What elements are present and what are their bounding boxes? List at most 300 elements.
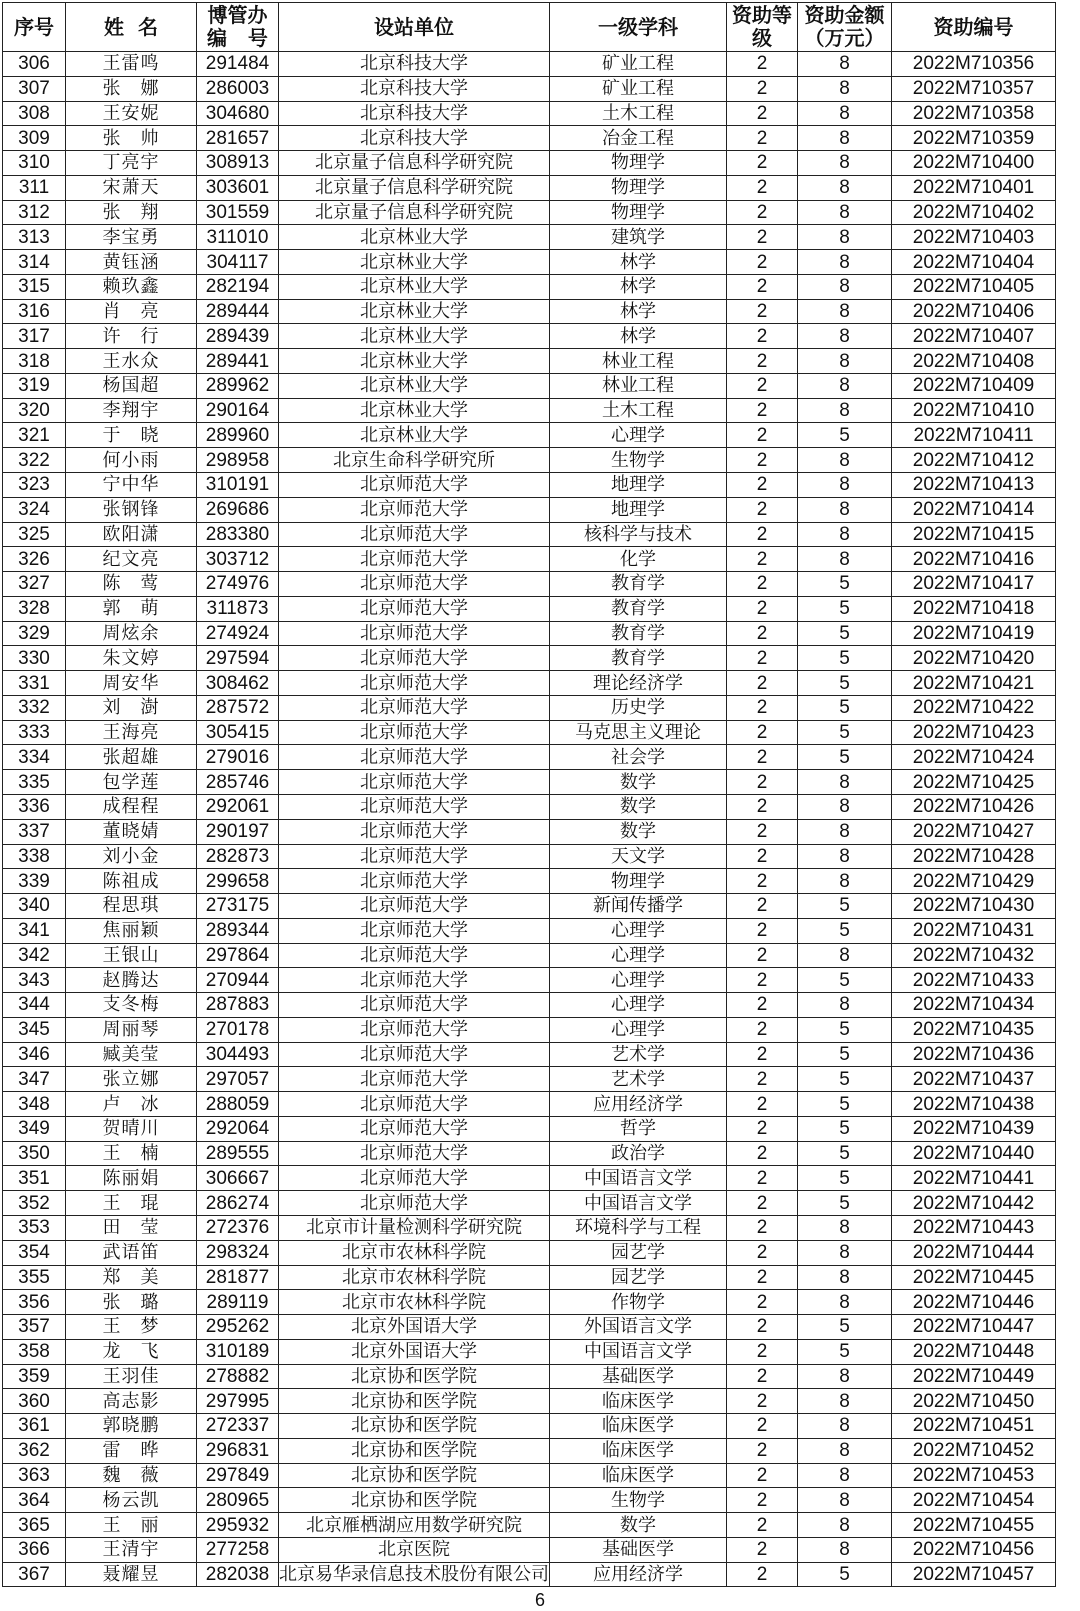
cell-discipline: 地理学 [550,473,727,498]
cell-discipline: 应用经济学 [550,1092,727,1117]
cell-code: 2022M710446 [892,1290,1056,1315]
cell-unit: 北京师范大学 [279,695,550,720]
cell-level: 2 [727,497,798,522]
cell-level: 2 [727,151,798,176]
cell-discipline: 心理学 [550,943,727,968]
cell-code: 2022M710408 [892,349,1056,374]
cell-level: 2 [727,671,798,696]
cell-amount: 8 [798,473,892,498]
cell-amount: 8 [798,547,892,572]
cell-amount: 8 [798,819,892,844]
cell-discipline: 数学 [550,819,727,844]
cell-level: 2 [727,1339,798,1364]
cell-bgb-number: 285746 [197,770,279,795]
table-row [3,770,1056,795]
cell-code: 2022M710431 [892,918,1056,943]
cell-name: 王安妮 [66,101,197,126]
cell-code: 2022M710358 [892,101,1056,126]
cell-bgb-number: 296831 [197,1438,279,1463]
cell-code: 2022M710457 [892,1562,1056,1587]
cell-unit: 北京市农林科学院 [279,1290,550,1315]
cell-amount: 8 [798,1463,892,1488]
cell-bgb-number: 289962 [197,373,279,398]
cell-seq: 349 [3,1116,66,1141]
table-row [3,844,1056,869]
cell-seq: 366 [3,1537,66,1562]
cell-amount: 8 [798,1290,892,1315]
cell-code: 2022M710439 [892,1116,1056,1141]
table-row [3,1017,1056,1042]
cell-level: 2 [727,52,798,77]
cell-level: 2 [727,794,798,819]
cell-amount: 5 [798,1562,892,1587]
cell-code: 2022M710420 [892,646,1056,671]
cell-amount: 5 [798,968,892,993]
cell-seq: 322 [3,448,66,473]
table-row [3,349,1056,374]
cell-level: 2 [727,175,798,200]
table-row [3,869,1056,894]
cell-discipline: 生物学 [550,1488,727,1513]
cell-code: 2022M710442 [892,1191,1056,1216]
header-discipline: 一级学科 [550,3,727,52]
cell-code: 2022M710451 [892,1414,1056,1439]
cell-name: 张 帅 [66,126,197,151]
cell-bgb-number: 306667 [197,1166,279,1191]
cell-bgb-number: 289960 [197,423,279,448]
cell-code: 2022M710403 [892,225,1056,250]
cell-seq: 345 [3,1017,66,1042]
cell-bgb-number: 274976 [197,572,279,597]
cell-discipline: 临床医学 [550,1389,727,1414]
cell-unit: 北京协和医学院 [279,1438,550,1463]
cell-seq: 338 [3,844,66,869]
cell-level: 2 [727,869,798,894]
table-row [3,1067,1056,1092]
table-row [3,745,1056,770]
cell-seq: 337 [3,819,66,844]
table-row [3,1463,1056,1488]
cell-seq: 352 [3,1191,66,1216]
cell-bgb-number: 291484 [197,52,279,77]
cell-bgb-number: 286274 [197,1191,279,1216]
cell-amount: 8 [798,1240,892,1265]
table-row [3,1562,1056,1587]
cell-unit: 北京生命科学研究所 [279,448,550,473]
cell-discipline: 物理学 [550,869,727,894]
cell-unit: 北京师范大学 [279,943,550,968]
cell-code: 2022M710423 [892,720,1056,745]
cell-code: 2022M710435 [892,1017,1056,1042]
cell-seq: 359 [3,1364,66,1389]
cell-unit: 北京协和医学院 [279,1488,550,1513]
cell-discipline: 林学 [550,274,727,299]
cell-amount: 5 [798,572,892,597]
cell-seq: 340 [3,894,66,919]
cell-level: 2 [727,572,798,597]
cell-name: 陈丽娟 [66,1166,197,1191]
cell-seq: 315 [3,274,66,299]
cell-unit: 北京科技大学 [279,101,550,126]
cell-name: 卢 冰 [66,1092,197,1117]
cell-discipline: 心理学 [550,993,727,1018]
cell-bgb-number: 311873 [197,596,279,621]
cell-bgb-number: 305415 [197,720,279,745]
table-row [3,1364,1056,1389]
cell-discipline: 心理学 [550,918,727,943]
table-row [3,894,1056,919]
cell-unit: 北京师范大学 [279,522,550,547]
table-row [3,175,1056,200]
table-row [3,1141,1056,1166]
cell-amount: 5 [798,596,892,621]
cell-seq: 333 [3,720,66,745]
table-row [3,448,1056,473]
cell-level: 2 [727,1290,798,1315]
table-header-row [3,3,1056,52]
cell-level: 2 [727,596,798,621]
table-row [3,1116,1056,1141]
cell-amount: 8 [798,101,892,126]
cell-amount: 8 [798,943,892,968]
cell-bgb-number: 289441 [197,349,279,374]
cell-name: 丁亮宇 [66,151,197,176]
table-row [3,200,1056,225]
cell-discipline: 外国语言文学 [550,1315,727,1340]
cell-unit: 北京师范大学 [279,745,550,770]
cell-amount: 5 [798,1339,892,1364]
cell-amount: 8 [798,1265,892,1290]
cell-bgb-number: 278882 [197,1364,279,1389]
cell-seq: 330 [3,646,66,671]
cell-name: 刘 澍 [66,695,197,720]
cell-seq: 308 [3,101,66,126]
table-row [3,1265,1056,1290]
cell-name: 陈祖成 [66,869,197,894]
cell-bgb-number: 287572 [197,695,279,720]
cell-level: 2 [727,1463,798,1488]
cell-bgb-number: 295932 [197,1513,279,1538]
table-row [3,473,1056,498]
cell-name: 张 娜 [66,76,197,101]
cell-amount: 8 [798,349,892,374]
cell-name: 赵腾达 [66,968,197,993]
cell-unit: 北京师范大学 [279,1017,550,1042]
cell-unit: 北京师范大学 [279,819,550,844]
cell-amount: 8 [798,274,892,299]
cell-seq: 323 [3,473,66,498]
cell-code: 2022M710421 [892,671,1056,696]
cell-name: 田 莹 [66,1215,197,1240]
cell-name: 聂耀昱 [66,1562,197,1587]
cell-bgb-number: 297849 [197,1463,279,1488]
cell-discipline: 政治学 [550,1141,727,1166]
cell-amount: 8 [798,794,892,819]
cell-code: 2022M710433 [892,968,1056,993]
cell-level: 2 [727,993,798,1018]
cell-seq: 316 [3,299,66,324]
cell-name: 周丽琴 [66,1017,197,1042]
table-row [3,1290,1056,1315]
cell-name: 宁中华 [66,473,197,498]
cell-seq: 341 [3,918,66,943]
cell-level: 2 [727,1438,798,1463]
table-row [3,1092,1056,1117]
cell-level: 2 [727,473,798,498]
cell-discipline: 天文学 [550,844,727,869]
cell-discipline: 中国语言文学 [550,1166,727,1191]
table-row [3,918,1056,943]
header-amount [798,3,892,52]
cell-unit: 北京林业大学 [279,398,550,423]
cell-name: 赖玖鑫 [66,274,197,299]
cell-discipline: 核科学与技术 [550,522,727,547]
cell-unit: 北京协和医学院 [279,1414,550,1439]
cell-amount: 8 [798,993,892,1018]
table-row [3,720,1056,745]
cell-seq: 363 [3,1463,66,1488]
cell-amount: 5 [798,745,892,770]
cell-discipline: 临床医学 [550,1414,727,1439]
cell-seq: 307 [3,76,66,101]
cell-name: 杨国超 [66,373,197,398]
cell-unit: 北京林业大学 [279,250,550,275]
cell-name: 陈 莺 [66,572,197,597]
cell-bgb-number: 298324 [197,1240,279,1265]
cell-unit: 北京师范大学 [279,993,550,1018]
cell-discipline: 林业工程 [550,349,727,374]
cell-level: 2 [727,324,798,349]
cell-level: 2 [727,1141,798,1166]
header-amount-line2: （万元） [804,26,885,50]
cell-seq: 335 [3,770,66,795]
cell-discipline: 土木工程 [550,101,727,126]
cell-discipline: 林学 [550,250,727,275]
cell-amount: 8 [798,1513,892,1538]
cell-amount: 8 [798,1414,892,1439]
cell-unit: 北京协和医学院 [279,1389,550,1414]
cell-seq: 357 [3,1315,66,1340]
cell-unit: 北京量子信息科学研究院 [279,175,550,200]
cell-code: 2022M710440 [892,1141,1056,1166]
cell-name: 张 翔 [66,200,197,225]
cell-name: 臧美莹 [66,1042,197,1067]
cell-seq: 314 [3,250,66,275]
cell-code: 2022M710410 [892,398,1056,423]
cell-amount: 5 [798,1141,892,1166]
cell-amount: 8 [798,522,892,547]
cell-discipline: 中国语言文学 [550,1191,727,1216]
cell-discipline: 社会学 [550,745,727,770]
cell-name: 雷 晔 [66,1438,197,1463]
cell-unit: 北京林业大学 [279,349,550,374]
cell-level: 2 [727,1042,798,1067]
cell-unit: 北京师范大学 [279,869,550,894]
cell-discipline: 林学 [550,324,727,349]
cell-code: 2022M710416 [892,547,1056,572]
cell-discipline: 地理学 [550,497,727,522]
cell-bgb-number: 274924 [197,621,279,646]
cell-bgb-number: 297864 [197,943,279,968]
cell-discipline: 林学 [550,299,727,324]
cell-name: 于 晓 [66,423,197,448]
table-row [3,299,1056,324]
cell-discipline: 应用经济学 [550,1562,727,1587]
cell-level: 2 [727,894,798,919]
table-row [3,52,1056,77]
cell-seq: 313 [3,225,66,250]
table-row [3,1215,1056,1240]
header-level-line2: 级 [752,26,772,50]
cell-seq: 343 [3,968,66,993]
cell-discipline: 教育学 [550,646,727,671]
cell-level: 2 [727,1092,798,1117]
cell-amount: 8 [798,844,892,869]
cell-level: 2 [727,695,798,720]
cell-unit: 北京医院 [279,1537,550,1562]
cell-name: 成程程 [66,794,197,819]
cell-discipline: 历史学 [550,695,727,720]
cell-level: 2 [727,299,798,324]
cell-amount: 8 [798,52,892,77]
cell-level: 2 [727,1414,798,1439]
cell-bgb-number: 311010 [197,225,279,250]
cell-discipline: 基础医学 [550,1364,727,1389]
cell-bgb-number: 304680 [197,101,279,126]
cell-bgb-number: 303601 [197,175,279,200]
cell-code: 2022M710445 [892,1265,1056,1290]
cell-name: 王水众 [66,349,197,374]
cell-name: 张钢锋 [66,497,197,522]
header-level [727,3,798,52]
cell-level: 2 [727,274,798,299]
table-row [3,1389,1056,1414]
cell-seq: 354 [3,1240,66,1265]
table-row [3,373,1056,398]
cell-amount: 8 [798,1364,892,1389]
cell-name: 武语笛 [66,1240,197,1265]
cell-name: 欧阳潇 [66,522,197,547]
cell-code: 2022M710412 [892,448,1056,473]
cell-level: 2 [727,1017,798,1042]
table-row [3,324,1056,349]
cell-unit: 北京师范大学 [279,621,550,646]
cell-amount: 8 [798,1215,892,1240]
cell-name: 郭晓鹏 [66,1414,197,1439]
cell-amount: 5 [798,1116,892,1141]
cell-bgb-number: 282194 [197,274,279,299]
cell-unit: 北京师范大学 [279,1092,550,1117]
cell-name: 高志影 [66,1389,197,1414]
cell-amount: 5 [798,894,892,919]
cell-discipline: 马克思主义理论 [550,720,727,745]
cell-seq: 351 [3,1166,66,1191]
cell-code: 2022M710430 [892,894,1056,919]
cell-name: 王海亮 [66,720,197,745]
cell-code: 2022M710437 [892,1067,1056,1092]
cell-bgb-number: 281657 [197,126,279,151]
cell-seq: 329 [3,621,66,646]
cell-level: 2 [727,76,798,101]
cell-code: 2022M710413 [892,473,1056,498]
header-level-line1: 资助等 [732,3,792,27]
cell-bgb-number: 299658 [197,869,279,894]
cell-name: 周安华 [66,671,197,696]
cell-level: 2 [727,720,798,745]
cell-bgb-number: 280965 [197,1488,279,1513]
cell-level: 2 [727,1364,798,1389]
table-row [3,1488,1056,1513]
cell-amount: 5 [798,1166,892,1191]
cell-name: 朱文婷 [66,646,197,671]
cell-unit: 北京量子信息科学研究院 [279,200,550,225]
cell-code: 2022M710404 [892,250,1056,275]
table-row [3,101,1056,126]
cell-level: 2 [727,373,798,398]
cell-level: 2 [727,225,798,250]
cell-amount: 5 [798,1315,892,1340]
cell-code: 2022M710444 [892,1240,1056,1265]
table-body [3,52,1056,1587]
cell-unit: 北京外国语大学 [279,1315,550,1340]
cell-name: 宋萧天 [66,175,197,200]
table-row [3,695,1056,720]
cell-name: 许 行 [66,324,197,349]
cell-name: 郑 美 [66,1265,197,1290]
cell-seq: 309 [3,126,66,151]
cell-name: 张立娜 [66,1067,197,1092]
cell-level: 2 [727,1067,798,1092]
cell-bgb-number: 298958 [197,448,279,473]
cell-code: 2022M710356 [892,52,1056,77]
cell-name: 刘小金 [66,844,197,869]
cell-unit: 北京科技大学 [279,126,550,151]
cell-seq: 326 [3,547,66,572]
cell-amount: 5 [798,1017,892,1042]
table-row [3,1191,1056,1216]
cell-code: 2022M710419 [892,621,1056,646]
cell-code: 2022M710402 [892,200,1056,225]
cell-seq: 317 [3,324,66,349]
table-row [3,819,1056,844]
cell-amount: 8 [798,200,892,225]
cell-seq: 325 [3,522,66,547]
cell-unit: 北京林业大学 [279,225,550,250]
cell-name: 张 璐 [66,1290,197,1315]
table-row [3,225,1056,250]
cell-code: 2022M710438 [892,1092,1056,1117]
cell-seq: 306 [3,52,66,77]
cell-code: 2022M710441 [892,1166,1056,1191]
cell-unit: 北京师范大学 [279,1166,550,1191]
table-row [3,1240,1056,1265]
cell-discipline: 冶金工程 [550,126,727,151]
cell-unit: 北京林业大学 [279,373,550,398]
cell-level: 2 [727,522,798,547]
cell-amount: 8 [798,770,892,795]
cell-amount: 5 [798,646,892,671]
cell-unit: 北京师范大学 [279,968,550,993]
cell-seq: 334 [3,745,66,770]
cell-name: 王 琨 [66,1191,197,1216]
cell-name: 王银山 [66,943,197,968]
cell-discipline: 生物学 [550,448,727,473]
cell-level: 2 [727,101,798,126]
cell-discipline: 土木工程 [550,398,727,423]
cell-discipline: 物理学 [550,151,727,176]
cell-level: 2 [727,1389,798,1414]
cell-bgb-number: 270178 [197,1017,279,1042]
